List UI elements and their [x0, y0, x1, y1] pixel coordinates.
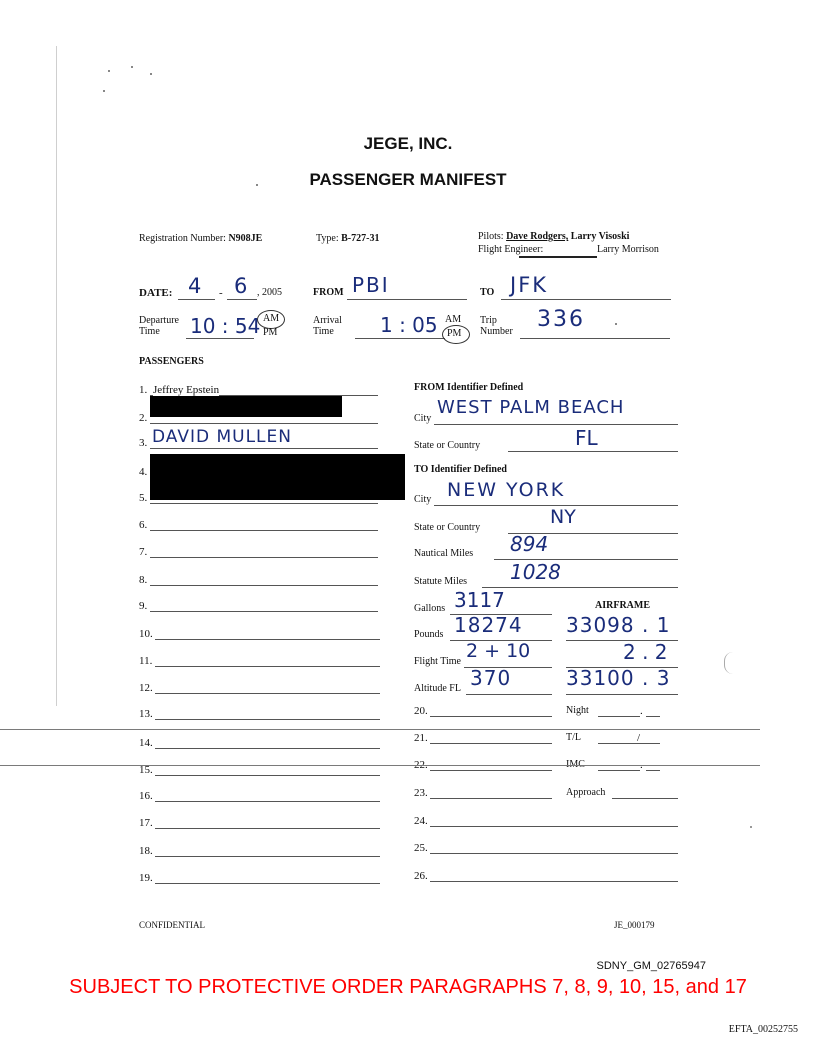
departure-label-line1: Departure	[139, 315, 179, 326]
arrival-am: AM	[445, 314, 462, 325]
to-city-label: City	[414, 494, 432, 505]
arrival-pm: PM	[447, 328, 462, 339]
type-label: Type:	[316, 233, 339, 244]
bates-number: SDNY_GM_02765947	[596, 960, 706, 972]
protective-order-banner: SUBJECT TO PROTECTIVE ORDER PARAGRAPHS 7, 8, 9, 10, 15, and 17	[69, 976, 747, 998]
from-state-label: State or Country	[414, 440, 481, 451]
departure-label-line2: Time	[139, 326, 160, 337]
type-row	[316, 233, 379, 244]
engineer-underline	[519, 256, 597, 258]
from-city: WEST PALM BEACH	[437, 397, 625, 418]
registration-label: Registration Number:	[139, 233, 226, 244]
scan-speck	[750, 826, 752, 828]
statute-label: Statute Miles	[414, 576, 468, 587]
row-25-number: 25.	[414, 842, 428, 854]
departure-am: AM	[263, 313, 280, 324]
arrival-label-line1: Arrival	[313, 315, 342, 326]
confidential-label: CONFIDENTIAL	[139, 920, 205, 930]
imc-label: IMC	[566, 759, 585, 770]
passenger-row-number: 2.	[139, 412, 148, 424]
engineer-row	[478, 244, 543, 255]
passenger-row-number: 13.	[139, 708, 153, 720]
company-name: JEGE, INC.	[363, 134, 453, 153]
row-22-number: 22.	[414, 759, 428, 771]
row-20-number: 20.	[414, 705, 428, 717]
row-26-number: 26.	[414, 870, 428, 882]
airframe-value-1: 33098 . 1	[566, 613, 671, 637]
registration-value: N908JE	[228, 233, 263, 244]
passenger-row-number: 1.	[139, 384, 148, 396]
date-month: 4	[188, 274, 202, 298]
passenger-row-line	[155, 883, 380, 884]
passenger-row-number: 7.	[139, 546, 148, 558]
statute-miles: 1028	[510, 560, 561, 584]
departure-pm: PM	[263, 327, 278, 338]
altitude-label: Altitude FL	[414, 683, 461, 694]
passenger-row-number: 10.	[139, 628, 153, 640]
imc-dot: .	[640, 759, 643, 771]
registration-row	[139, 233, 262, 244]
scan-streak	[0, 765, 760, 766]
to-city: NEW YORK	[447, 479, 566, 501]
tl-slash: /	[637, 732, 641, 744]
date-year: , 2005	[257, 287, 282, 298]
engineer-value: Larry Morrison	[597, 244, 659, 255]
scan-speck	[615, 323, 617, 325]
scan-streak	[0, 729, 760, 730]
passenger-row-number: 8.	[139, 574, 148, 586]
passenger-row-line	[150, 557, 378, 558]
passenger-row-number: 6.	[139, 519, 148, 531]
passenger-2-redaction	[150, 396, 342, 417]
pounds-value: 18274	[454, 613, 523, 637]
passengers-heading: PASSENGERS	[139, 356, 204, 367]
passenger-row-line	[155, 828, 380, 829]
to-value: JFK	[510, 273, 549, 297]
passenger-3-name: DAVID MULLEN	[152, 427, 292, 447]
departure-label	[139, 315, 179, 337]
row-21-number: 21.	[414, 732, 428, 744]
scan-speck	[131, 66, 133, 68]
passenger-row-number: 17.	[139, 817, 153, 829]
passenger-row-number: 16.	[139, 790, 153, 802]
passenger-row-line	[155, 748, 380, 749]
passenger-row-line	[150, 530, 378, 531]
flight-time-label: Flight Time	[414, 656, 461, 667]
from-identifier-heading: FROM Identifier Defined	[414, 382, 524, 393]
to-identifier-heading: TO Identifier Defined	[414, 464, 507, 475]
flight-time-value: 2 + 10	[466, 640, 531, 662]
passenger-row-line	[155, 856, 380, 857]
engineer-label: Flight Engineer:	[478, 244, 544, 255]
passenger-row-line	[150, 423, 378, 424]
passenger-row-line	[150, 611, 378, 612]
from-city-label: City	[414, 413, 432, 424]
gallons-label: Gallons	[414, 603, 446, 614]
date-day: 6	[234, 274, 248, 298]
arrival-label	[313, 315, 342, 337]
scan-bracket	[724, 652, 733, 674]
gallons-value: 3117	[454, 588, 505, 612]
passenger-row-number: 11.	[139, 655, 153, 667]
to-label: TO	[480, 287, 495, 298]
passenger-row-number: 14.	[139, 737, 153, 749]
trip-number: 336	[537, 307, 585, 332]
page-title: PASSENGER MANIFEST	[309, 170, 507, 189]
passenger-row-line	[155, 775, 380, 776]
passenger-row-line	[155, 666, 380, 667]
date-sep: -	[219, 287, 223, 299]
to-state-label: State or Country	[414, 522, 481, 533]
passenger-row-line	[155, 719, 380, 720]
departure-time: 10 : 54	[190, 314, 261, 338]
airframe-value-2: 2 . 2	[623, 640, 668, 664]
tl-label: T/L	[566, 732, 581, 743]
airframe-value-3: 33100 . 3	[566, 666, 671, 690]
passenger-row-number: 15.	[139, 764, 153, 776]
pilots-label: Pilots:	[478, 231, 504, 242]
pilot2-value: Larry Visoski	[570, 231, 630, 242]
passenger-row-line	[150, 585, 378, 586]
scan-speck	[103, 90, 105, 92]
row-24-number: 24.	[414, 815, 428, 827]
from-value: PBI	[352, 273, 390, 297]
to-state: NY	[550, 506, 576, 528]
row-23-number: 23.	[414, 787, 428, 799]
arrival-label-line2: Time	[313, 326, 334, 337]
passenger-4-5-redaction	[150, 454, 405, 500]
airframe-heading: AIRFRAME	[595, 600, 650, 611]
night-dot: .	[640, 705, 643, 717]
pounds-label: Pounds	[414, 629, 444, 640]
type-value: B-727-31	[341, 233, 380, 244]
scan-speck	[108, 70, 110, 72]
passenger-row-number: 5.	[139, 492, 148, 504]
pilots-row	[478, 231, 629, 242]
scan-speck	[150, 73, 152, 75]
altitude-value: 370	[470, 666, 512, 690]
passenger-row-number: 4.	[139, 466, 148, 478]
nautical-miles: 894	[510, 532, 549, 556]
document-id: JE_000179	[614, 920, 655, 930]
trip-label-line2: Number	[480, 326, 513, 337]
passenger-row-line	[155, 801, 380, 802]
trip-label-line1: Trip	[480, 315, 497, 326]
passenger-row-number: 3.	[139, 437, 148, 449]
approach-label: Approach	[566, 787, 606, 798]
pilot1-value: Dave Rodgers,	[506, 231, 569, 242]
night-label: Night	[566, 705, 589, 716]
trip-label	[480, 315, 513, 337]
passenger-row-line	[150, 448, 378, 449]
arrival-time: 1 : 05	[380, 313, 438, 337]
passenger-row-line	[155, 639, 380, 640]
passenger-row-number: 19.	[139, 872, 153, 884]
efta-number: EFTA_00252755	[728, 1024, 798, 1035]
passenger-row-line	[150, 503, 378, 504]
passenger-row-number: 9.	[139, 600, 148, 612]
from-label: FROM	[313, 287, 344, 298]
from-state: FL	[575, 426, 598, 450]
passenger-row-number: 18.	[139, 845, 153, 857]
passenger-row-line	[155, 693, 380, 694]
passenger-row-number: 12.	[139, 682, 153, 694]
nautical-label: Nautical Miles	[414, 548, 474, 559]
date-label: DATE:	[139, 287, 173, 299]
passenger-1-name: Jeffrey Epstein	[153, 384, 220, 396]
